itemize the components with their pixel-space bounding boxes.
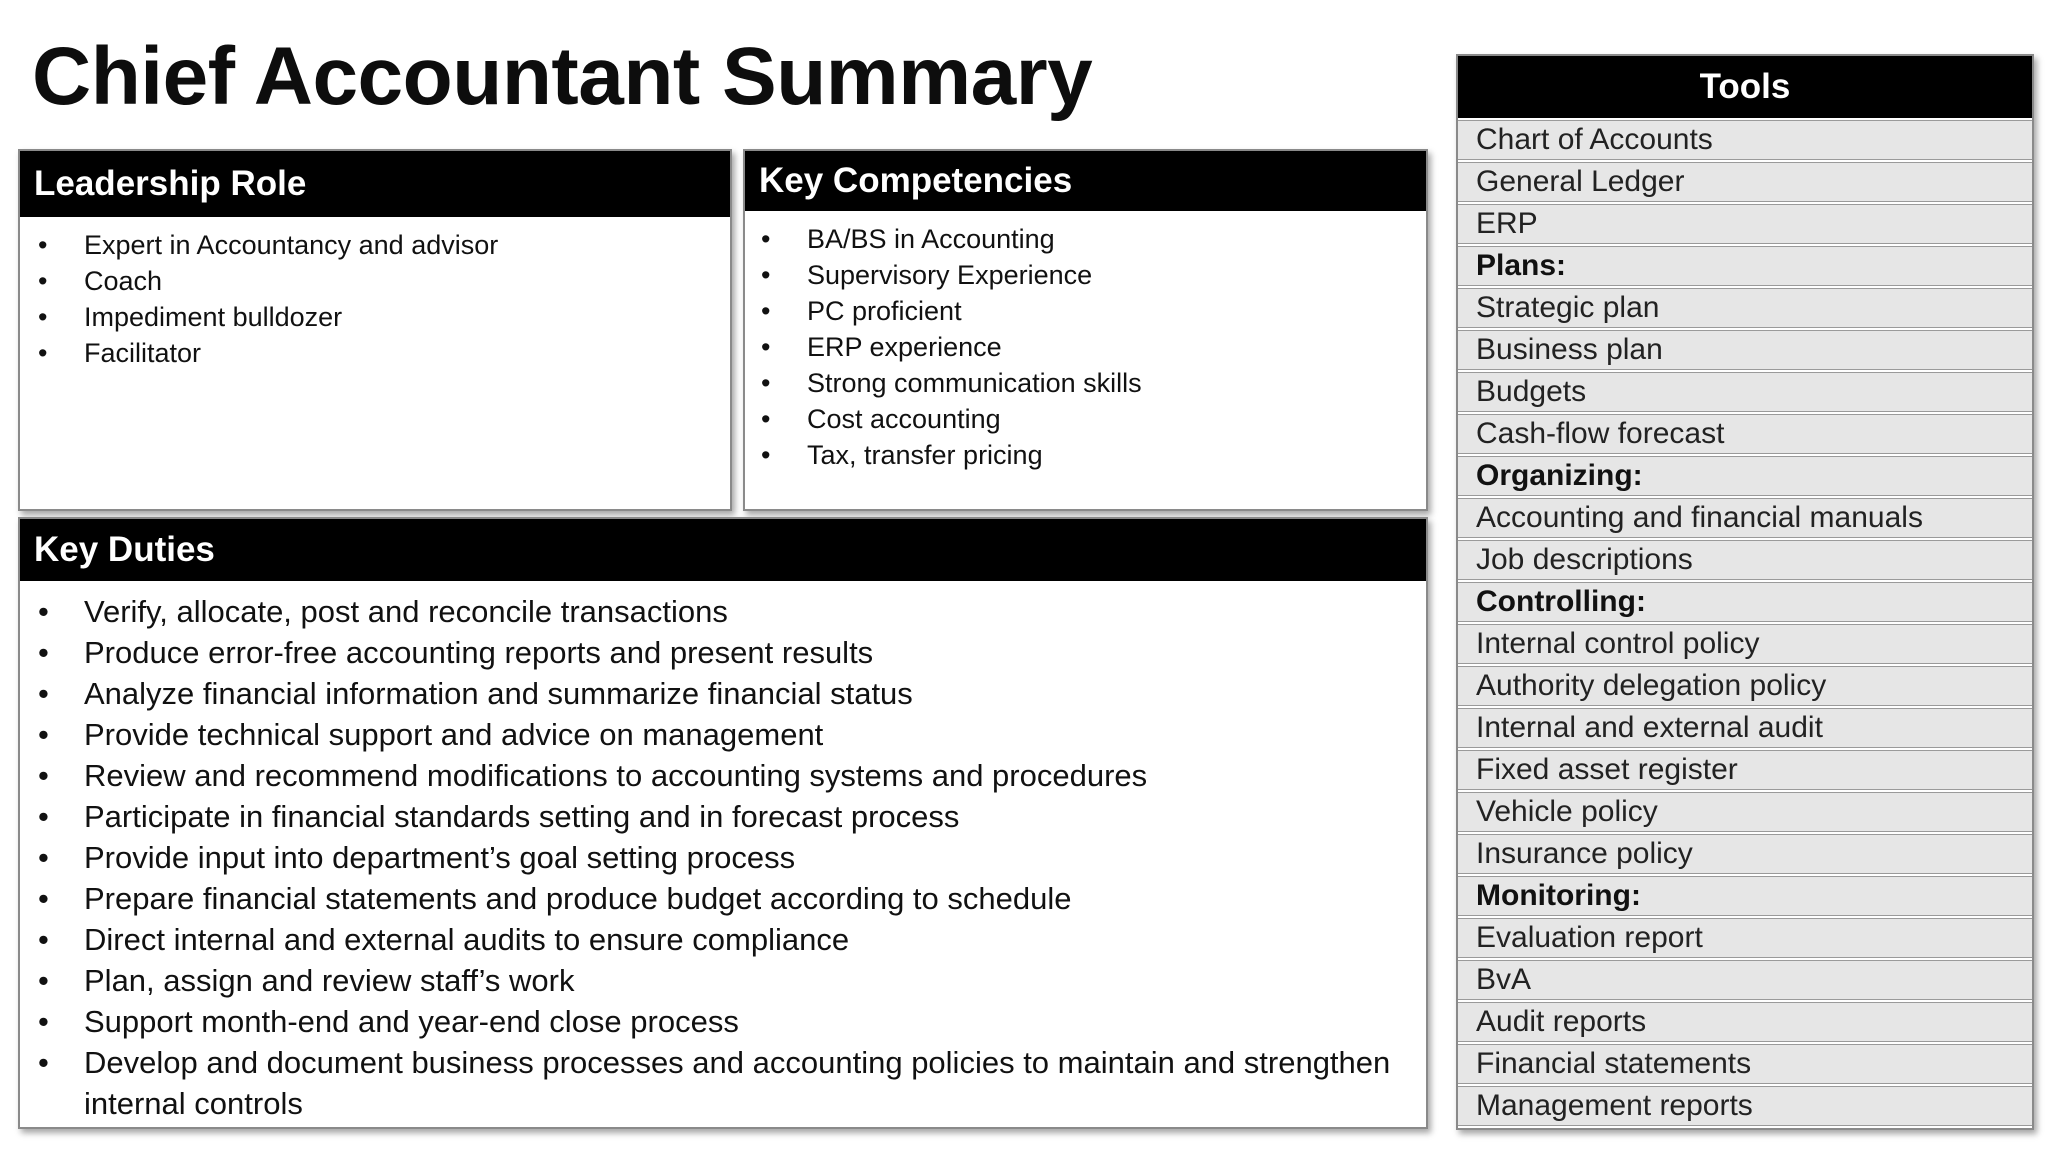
tools-item: Audit reports xyxy=(1458,1002,2032,1042)
key-competency-item: • Cost accounting xyxy=(807,401,1426,437)
tools-item: Financial statements xyxy=(1458,1044,2032,1084)
key-duties-list xyxy=(20,581,1426,1124)
key-competency-item: • Tax, transfer pricing xyxy=(807,437,1426,473)
key-duty-item: • Prepare financial statements and produce budget according to schedule xyxy=(84,878,1406,919)
tools-item: Strategic plan xyxy=(1458,288,2032,328)
key-duty-item: • Support month-end and year-end close process xyxy=(84,1001,1406,1042)
tools-list xyxy=(1458,120,2032,1126)
tools-section-heading: Monitoring: xyxy=(1458,876,2032,916)
tools-item: General Ledger xyxy=(1458,162,2032,202)
key-competency-item: • BA/BS in Accounting xyxy=(807,221,1426,257)
tools-section-heading: Plans: xyxy=(1458,246,2032,286)
leadership-role-item: • Facilitator xyxy=(84,335,730,371)
key-competencies-panel xyxy=(743,149,1428,511)
tools-section-heading: Controlling: xyxy=(1458,582,2032,622)
key-duty-item: • Produce error-free accounting reports and present results xyxy=(84,632,1406,673)
key-competency-item: • ERP experience xyxy=(807,329,1426,365)
tools-item: Business plan xyxy=(1458,330,2032,370)
key-duty-item: • Plan, assign and review staff’s work xyxy=(84,960,1406,1001)
key-duty-item: • Review and recommend modifications to accounting systems and procedures xyxy=(84,755,1406,796)
key-competency-item: • Strong communication skills xyxy=(807,365,1426,401)
key-competency-item: • PC proficient xyxy=(807,293,1426,329)
key-duty-item: • Direct internal and external audits to ensure compliance xyxy=(84,919,1406,960)
tools-item: Internal control policy xyxy=(1458,624,2032,664)
tools-item: BvA xyxy=(1458,960,2032,1000)
tools-item: Budgets xyxy=(1458,372,2032,412)
tools-item: Accounting and financial manuals xyxy=(1458,498,2032,538)
key-duty-item: • Participate in financial standards setting and in forecast process xyxy=(84,796,1406,837)
tools-item: Insurance policy xyxy=(1458,834,2032,874)
leadership-role-header: Leadership Role xyxy=(20,151,730,217)
key-duties-panel xyxy=(18,517,1428,1129)
tools-section-heading: Organizing: xyxy=(1458,456,2032,496)
leadership-role-item: • Expert in Accountancy and advisor xyxy=(84,227,730,263)
tools-item: Cash-flow forecast xyxy=(1458,414,2032,454)
tools-header: Tools xyxy=(1458,56,2032,118)
tools-item: Authority delegation policy xyxy=(1458,666,2032,706)
tools-item: Job descriptions xyxy=(1458,540,2032,580)
key-duty-item: • Develop and document business processes and accounting policies to maintain and strengthen internal controls xyxy=(84,1042,1406,1124)
tools-item: Evaluation report xyxy=(1458,918,2032,958)
leadership-role-item: • Coach xyxy=(84,263,730,299)
tools-item: Management reports xyxy=(1458,1086,2032,1126)
key-competency-item: • Supervisory Experience xyxy=(807,257,1426,293)
page-title: Chief Accountant Summary xyxy=(32,31,1093,122)
tools-panel xyxy=(1456,54,2034,1130)
leadership-role-panel xyxy=(18,149,732,511)
leadership-role-item: • Impediment bulldozer xyxy=(84,299,730,335)
key-duty-item: • Analyze financial information and summarize financial status xyxy=(84,673,1406,714)
key-competencies-header: Key Competencies xyxy=(745,151,1426,211)
key-competencies-list xyxy=(745,211,1426,473)
leadership-role-list xyxy=(20,217,730,371)
tools-item: Fixed asset register xyxy=(1458,750,2032,790)
key-duty-item: • Verify, allocate, post and reconcile transactions xyxy=(84,591,1406,632)
tools-item: Chart of Accounts xyxy=(1458,120,2032,160)
tools-item: ERP xyxy=(1458,204,2032,244)
key-duty-item: • Provide input into department’s goal setting process xyxy=(84,837,1406,878)
key-duty-item: • Provide technical support and advice on management xyxy=(84,714,1406,755)
tools-item: Vehicle policy xyxy=(1458,792,2032,832)
tools-item: Internal and external audit xyxy=(1458,708,2032,748)
key-duties-header: Key Duties xyxy=(20,519,1426,581)
